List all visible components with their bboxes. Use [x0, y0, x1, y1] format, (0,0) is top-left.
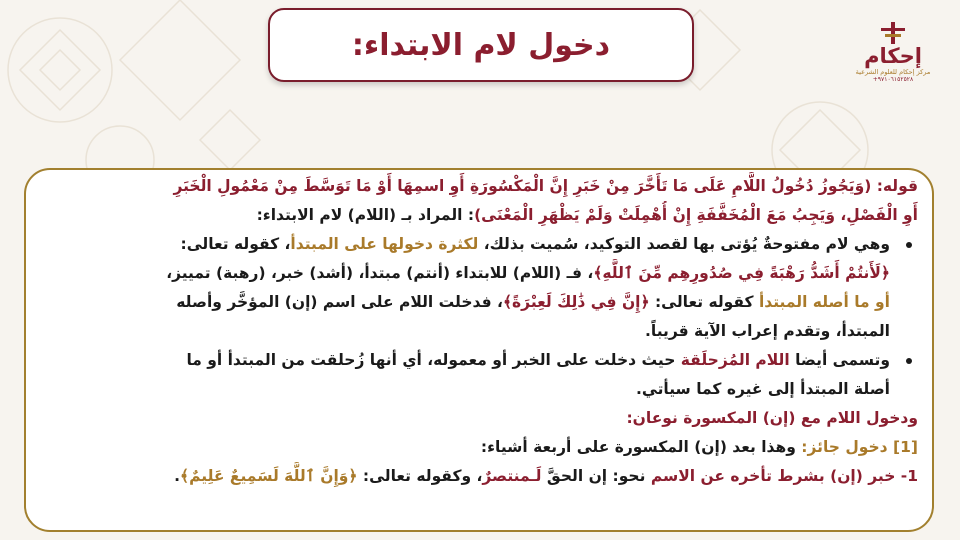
logo: [848, 22, 938, 100]
logo-mark-icon: [878, 22, 908, 44]
verse-2: ﴿إِنَّ فِي ذَٰلِكَ لَعِبْرَةً﴾: [502, 293, 650, 311]
bullet-item-1: [48, 230, 918, 259]
bullet-2-line-2-text: أصلة المبتدأ إلى غيره كما سيأتي.: [636, 380, 890, 398]
bullet-2-text-c: حيث دخلت على الخبر أو معموله، أي أنها زُحلقت من المبتدأ أو ما: [186, 351, 676, 369]
list-item-2-text: نحو: إن الحقَّ: [541, 467, 651, 485]
logo-name: إحكام: [864, 44, 922, 68]
bullet-1-line-4-text: المبتدأ، وتقدم إعراب الآية قريباً.: [645, 322, 890, 340]
bullet-2-line-2: [48, 375, 918, 404]
logo-subtitle: مركز إحكام للعلوم الشرعية: [855, 68, 931, 76]
list-item-1: [48, 433, 918, 462]
bullet-1-line-2-rest: ، فـ (اللام) للابتداء (أنتم) مبتدأ، (أشد) خبر، (رهبة) تمييز،: [166, 264, 594, 282]
bullet-1-text-a: وهي لام مفتوحةٌ يُؤتى بها لقصد التوكيد، سُميت بذلك،: [483, 235, 890, 253]
bullet-2-text-a: وتسمى أيضا: [795, 351, 890, 369]
page-title: دخول لام الابتداء:: [351, 27, 611, 63]
section-heading: ودخول اللام مع (إن) المكسورة نوعان:: [626, 409, 918, 427]
bullet-1-line-3: [48, 288, 918, 317]
bullet-1-line-2: [48, 259, 918, 288]
list-item-2-end: .: [174, 467, 181, 485]
bullet-1-highlight: لكثرة دخولها على المبتدأ: [290, 235, 479, 253]
content-box: [24, 168, 934, 532]
bullet-1-line-3-highlight: أو ما أصله المبتدأ: [758, 293, 890, 311]
list-item-1-text: وهذا بعد (إن) المكسورة على أربعة أشياء:: [480, 438, 802, 456]
bullet-item-2: [48, 346, 918, 375]
list-item-2: [48, 462, 918, 491]
title-box: [268, 8, 694, 82]
content-text: [48, 172, 918, 491]
bullet-icon: [906, 242, 912, 248]
verse-1: ﴿لَأَنتُمْ أَشَدُّ رَهْبَةً فِي صُدُورِهِم مِّنَ ٱللَّهِ﴾: [593, 264, 890, 282]
bullet-1-line-3-c: ، فدخلت اللام على اسم (إن) المؤخَّر وأصله: [176, 293, 503, 311]
quote-label: قوله:: [876, 177, 918, 195]
list-item-2-example: لَـمنتصرٌ: [482, 467, 542, 485]
bullet-icon: [906, 358, 912, 364]
bullet-1-line-3-b: كقوله تعالى:: [649, 293, 759, 311]
quote-text: (وَيَجُوزُ دُخُولُ اللَّامِ عَلَى مَا تَأَخَّرَ مِنْ خَبَرِ إِنَّ الْمَكْسُورَةِ أَوِ اسمِهَا أَوْ مَا تَوَسَّطَ مِنْ مَعْمُولِ الْخَبَرِ: [173, 177, 872, 195]
quote-explanation: : المراد بـ (اللام) لام الابتداء:: [256, 206, 475, 224]
paragraph-line-1: [48, 172, 918, 201]
paragraph-line-2: [48, 201, 918, 230]
bullet-1-line-4: [48, 317, 918, 346]
bullet-2-highlight: اللام المُزحلَقة: [675, 351, 796, 369]
verse-3: ﴿وَإِنَّ ٱللَّهَ لَسَمِيعٌ عَلِيمٌ﴾: [180, 467, 358, 485]
quote-text-cont: أَوِ الْفَصْلِ، وَيَجِبُ مَعَ الْمُخَفَّفَةِ إِنْ أُهْمِلَتْ وَلَمْ يَظْهَرِ الْمَعْنَى): [474, 206, 918, 224]
bullet-1-text-c: ، كقوله تعالى:: [180, 235, 291, 253]
list-item-1-label: [1] دخول جائز:: [801, 438, 918, 456]
list-item-2-label: 1- خبر (إن) بشرط تأخره عن الاسم: [650, 467, 918, 485]
list-item-2-text-d: ، وكقوله تعالى:: [357, 467, 483, 485]
logo-phone: +٩٧١٠٦١٥٢٥٢٨: [872, 76, 914, 83]
